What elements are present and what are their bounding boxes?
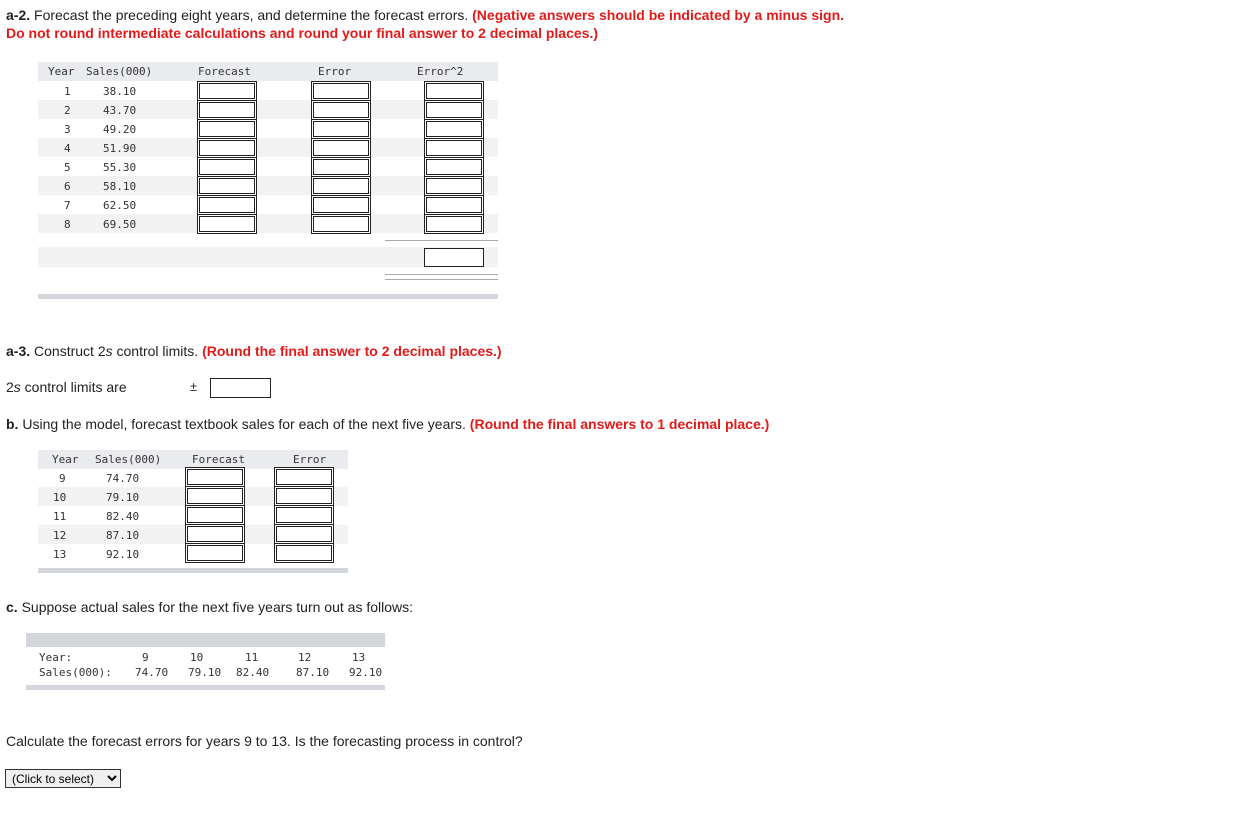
b-instruction: (Round the final answers to 1 decimal place.) <box>469 416 770 432</box>
c-sales-12: 87.10 <box>296 666 330 679</box>
b-sales-10: 79.10 <box>106 491 140 504</box>
a3-text-2: control limits. <box>112 343 203 359</box>
a2-table-bottom-rule <box>38 294 498 299</box>
c-year-11: 11 <box>245 651 259 664</box>
a2-sales-2: 43.70 <box>103 104 137 117</box>
c-table-bottom-rule <box>26 685 385 690</box>
a2-error-squared-input-year-3[interactable] <box>424 119 484 139</box>
c-sales-11: 82.40 <box>236 666 270 679</box>
c-text: Suppose actual sales for the next five years turn out as follows: <box>17 599 414 615</box>
a2-forecast-input-year-2[interactable] <box>197 100 257 120</box>
a2-year-6: 6 <box>64 180 71 193</box>
a2-forecast-input-year-5[interactable] <box>197 157 257 177</box>
a2-error-input-year-2[interactable] <box>311 100 371 120</box>
a2-sales-6: 58.10 <box>103 180 137 193</box>
b-error-input-year-12[interactable] <box>274 524 334 544</box>
in-control-select[interactable] <box>5 769 121 788</box>
c-sales-9: 74.70 <box>135 666 169 679</box>
b-forecast-input-year-11[interactable] <box>185 505 245 525</box>
a2-sales-1: 38.10 <box>103 85 137 98</box>
a2-error-input-year-4[interactable] <box>311 138 371 158</box>
a2-sales-3: 49.20 <box>103 123 137 136</box>
b-year-12: 12 <box>53 529 67 542</box>
a2-error-squared-input-year-8[interactable] <box>424 214 484 234</box>
b-header-sales: Sales(000) <box>95 453 162 466</box>
a3-instruction: (Round the final answer to 2 decimal places.) <box>202 343 502 359</box>
a2-header-year: Year <box>48 65 75 78</box>
a2-error-squared-input-year-5[interactable] <box>424 157 484 177</box>
b-forecast-input-year-9[interactable] <box>185 467 245 487</box>
a2-error-input-year-7[interactable] <box>311 195 371 215</box>
b-sales-13: 92.10 <box>106 548 140 561</box>
a3-limits-label-2: control limits are <box>20 379 127 395</box>
b-prompt <box>6 415 769 433</box>
c-sales-label: Sales(000): <box>39 666 112 679</box>
a3-label: a-3. <box>6 343 31 359</box>
a2-prompt <box>6 6 1236 24</box>
a2-year-2: 2 <box>64 104 71 117</box>
c-table-top-rule <box>26 633 385 647</box>
b-label: b. <box>6 416 19 432</box>
a2-error-squared-input-year-1[interactable] <box>424 81 484 101</box>
a2-year-8: 8 <box>64 218 71 231</box>
b-table-bottom-rule <box>38 568 348 573</box>
a2-instruction-1: (Negative answers should be indicated by a minus sign. <box>472 7 845 23</box>
a3-text-italic: s <box>105 343 113 359</box>
a2-total-rule-2 <box>385 279 498 280</box>
a2-label: a-2. <box>6 7 31 23</box>
c-year-10: 10 <box>190 651 204 664</box>
b-error-input-year-10[interactable] <box>274 486 334 506</box>
b-year-11: 11 <box>53 510 67 523</box>
a2-forecast-input-year-6[interactable] <box>197 176 257 196</box>
a2-forecast-input-year-8[interactable] <box>197 214 257 234</box>
a3-prompt <box>6 342 502 360</box>
a3-limits-label-1: 2 <box>6 379 14 395</box>
a2-total-rule-1 <box>385 274 498 275</box>
a2-error-squared-input-year-4[interactable] <box>424 138 484 158</box>
c-prompt <box>6 598 413 616</box>
a2-year-5: 5 <box>64 161 71 174</box>
a2-forecast-input-year-1[interactable] <box>197 81 257 101</box>
a2-forecast-input-year-7[interactable] <box>197 195 257 215</box>
a2-error-input-year-8[interactable] <box>311 214 371 234</box>
control-limits-input[interactable] <box>210 378 271 398</box>
b-year-9: 9 <box>59 472 66 485</box>
c-year-12: 12 <box>298 651 312 664</box>
c-year-9: 9 <box>142 651 149 664</box>
a2-header-sales: Sales(000) <box>86 65 153 78</box>
a2-header-error: Error <box>318 65 352 78</box>
a2-error-squared-input-year-2[interactable] <box>424 100 484 120</box>
a2-error-input-year-5[interactable] <box>311 157 371 177</box>
b-forecast-input-year-13[interactable] <box>185 543 245 563</box>
b-header-forecast: Forecast <box>192 453 245 466</box>
a2-error-input-year-3[interactable] <box>311 119 371 139</box>
a2-forecast-input-year-3[interactable] <box>197 119 257 139</box>
c-year-13: 13 <box>352 651 366 664</box>
a2-sales-5: 55.30 <box>103 161 137 174</box>
a3-text-1: Construct 2 <box>30 343 106 359</box>
a2-error-input-year-1[interactable] <box>311 81 371 101</box>
a2-forecast-input-year-4[interactable] <box>197 138 257 158</box>
b-forecast-input-year-12[interactable] <box>185 524 245 544</box>
a2-year-3: 3 <box>64 123 71 136</box>
a2-sum-error-squared-input[interactable] <box>424 248 484 267</box>
c-year-label: Year: <box>39 651 73 664</box>
a2-header-error-squared: Error^2 <box>417 65 464 78</box>
c-label: c. <box>6 599 18 615</box>
b-sales-12: 87.10 <box>106 529 140 542</box>
b-sales-11: 82.40 <box>106 510 140 523</box>
a2-header-forecast: Forecast <box>198 65 251 78</box>
b-text: Using the model, forecast textbook sales for each of the next five years. <box>18 416 470 432</box>
c-question: Calculate the forecast errors for years 9 to 13. Is the forecasting process in control? <box>6 733 523 749</box>
b-sales-9: 74.70 <box>106 472 140 485</box>
c-sales-10: 79.10 <box>188 666 222 679</box>
b-error-input-year-9[interactable] <box>274 467 334 487</box>
a2-sum-rule <box>385 240 498 241</box>
b-forecast-input-year-10[interactable] <box>185 486 245 506</box>
b-error-input-year-13[interactable] <box>274 543 334 563</box>
a2-year-7: 7 <box>64 199 71 212</box>
a2-text: Forecast the preceding eight years, and determine the forecast errors. <box>30 7 473 23</box>
a2-sales-7: 62.50 <box>103 199 137 212</box>
b-header-error: Error <box>293 453 327 466</box>
a2-error-squared-input-year-7[interactable] <box>424 195 484 215</box>
a2-error-squared-input-year-6[interactable] <box>424 176 484 196</box>
a2-instruction-2: Do not round intermediate calculations and round your final answer to 2 decimal places.) <box>6 25 598 41</box>
a2-year-4: 4 <box>64 142 71 155</box>
a2-year-1: 1 <box>64 85 71 98</box>
b-error-input-year-11[interactable] <box>274 505 334 525</box>
a2-error-input-year-6[interactable] <box>311 176 371 196</box>
b-year-13: 13 <box>53 548 67 561</box>
b-year-10: 10 <box>53 491 67 504</box>
c-sales-13: 92.10 <box>349 666 383 679</box>
plus-minus-sign: ± <box>190 379 198 394</box>
a3-limits-label-italic: s <box>13 379 21 395</box>
a2-sales-4: 51.90 <box>103 142 137 155</box>
a3-limits-label <box>6 378 127 396</box>
b-header-year: Year <box>52 453 79 466</box>
a2-sales-8: 69.50 <box>103 218 137 231</box>
